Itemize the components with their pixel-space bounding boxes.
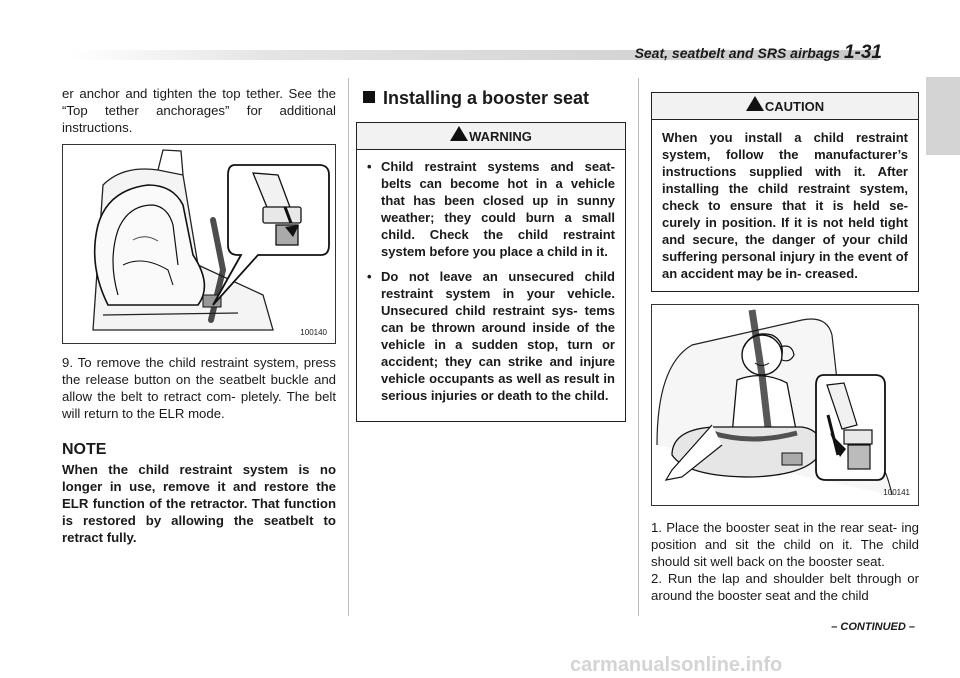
intro-paragraph: er anchor and tighten the top tether. See the “Top tether anchorages” for additional instructions. xyxy=(62,86,336,135)
warning-triangle-icon xyxy=(450,126,468,141)
booster-seat-illustration xyxy=(652,305,919,506)
note-paragraph: When the child restraint system is no longer in use, remove it and restore the ELR function of the retractor. That function is restored by allowing the seatbelt to retract fully. xyxy=(62,462,336,545)
note-heading: NOTE xyxy=(62,441,107,458)
bullet-icon: • xyxy=(367,269,372,284)
warning-item xyxy=(367,268,615,404)
caution-header xyxy=(652,93,918,120)
column-divider-right xyxy=(638,78,639,616)
warning-item xyxy=(367,158,615,260)
page-number: 1-31 xyxy=(843,42,882,63)
booster-steps-paragraph: 1. Place the booster seat in the rear seat- ing position and sit the child on it. The child should sit well back on the booster seat. 2. Run the lap and shoulder belt through or around the booster seat and the child xyxy=(651,520,919,603)
caution-triangle-icon xyxy=(746,96,764,111)
child-seat-illustration xyxy=(63,145,336,344)
warning-title: WARNING xyxy=(469,128,532,144)
bullet-icon: • xyxy=(367,159,372,174)
column-divider-left xyxy=(348,78,349,616)
site-watermark: carmanualsonline.info xyxy=(570,654,783,676)
caution-text: When you install a child restraint system, follow the manufacturer’s instructions supplied with it. After installing the child restraint system, check to ensure that it is held se- curely in position. If it is not held tight and secure, the danger of your child suffering personal injury in the event of an accident may be in- creased. xyxy=(662,130,908,281)
figure-code: 100141 xyxy=(883,488,910,497)
square-bullet-icon xyxy=(363,91,375,103)
warning-box xyxy=(356,122,626,422)
booster-seat-figure xyxy=(651,304,919,506)
section-heading-text: Installing a booster seat xyxy=(383,88,590,108)
caution-title: CAUTION xyxy=(764,98,825,114)
caution-box xyxy=(651,92,919,292)
section-heading xyxy=(363,88,589,109)
continued-label: – CONTINUED – xyxy=(831,621,915,633)
child-seat-figure xyxy=(62,144,336,344)
warning-header xyxy=(357,123,625,150)
warning-body xyxy=(357,150,625,418)
warning-item-text: Child restraint systems and seat- belts can become hot in a vehicle that has been closed up in sunny weather; they could burn a small child. Check the child restraint system before you place a child in it. xyxy=(381,159,615,259)
step-9-paragraph: 9. To remove the child restraint system, press the release button on the seatbelt buckle and allow the belt to retract com- pletely. The belt will return to the ELR mode. xyxy=(62,355,336,421)
figure-code: 100140 xyxy=(300,328,327,337)
warning-item-text: Do not leave an unsecured child restraint system in your vehicle. Unsecured child restraint sys- tems can be thrown around inside of the vehicle in a sudden stop, turn or accident; they can strike and injure vehicle occupants as well as result in serious injuries or death to the child. xyxy=(381,269,615,403)
chapter-thumb-tab xyxy=(926,77,960,155)
section-title: Seat, seatbelt and SRS airbags xyxy=(634,45,840,61)
page-header xyxy=(635,42,882,64)
